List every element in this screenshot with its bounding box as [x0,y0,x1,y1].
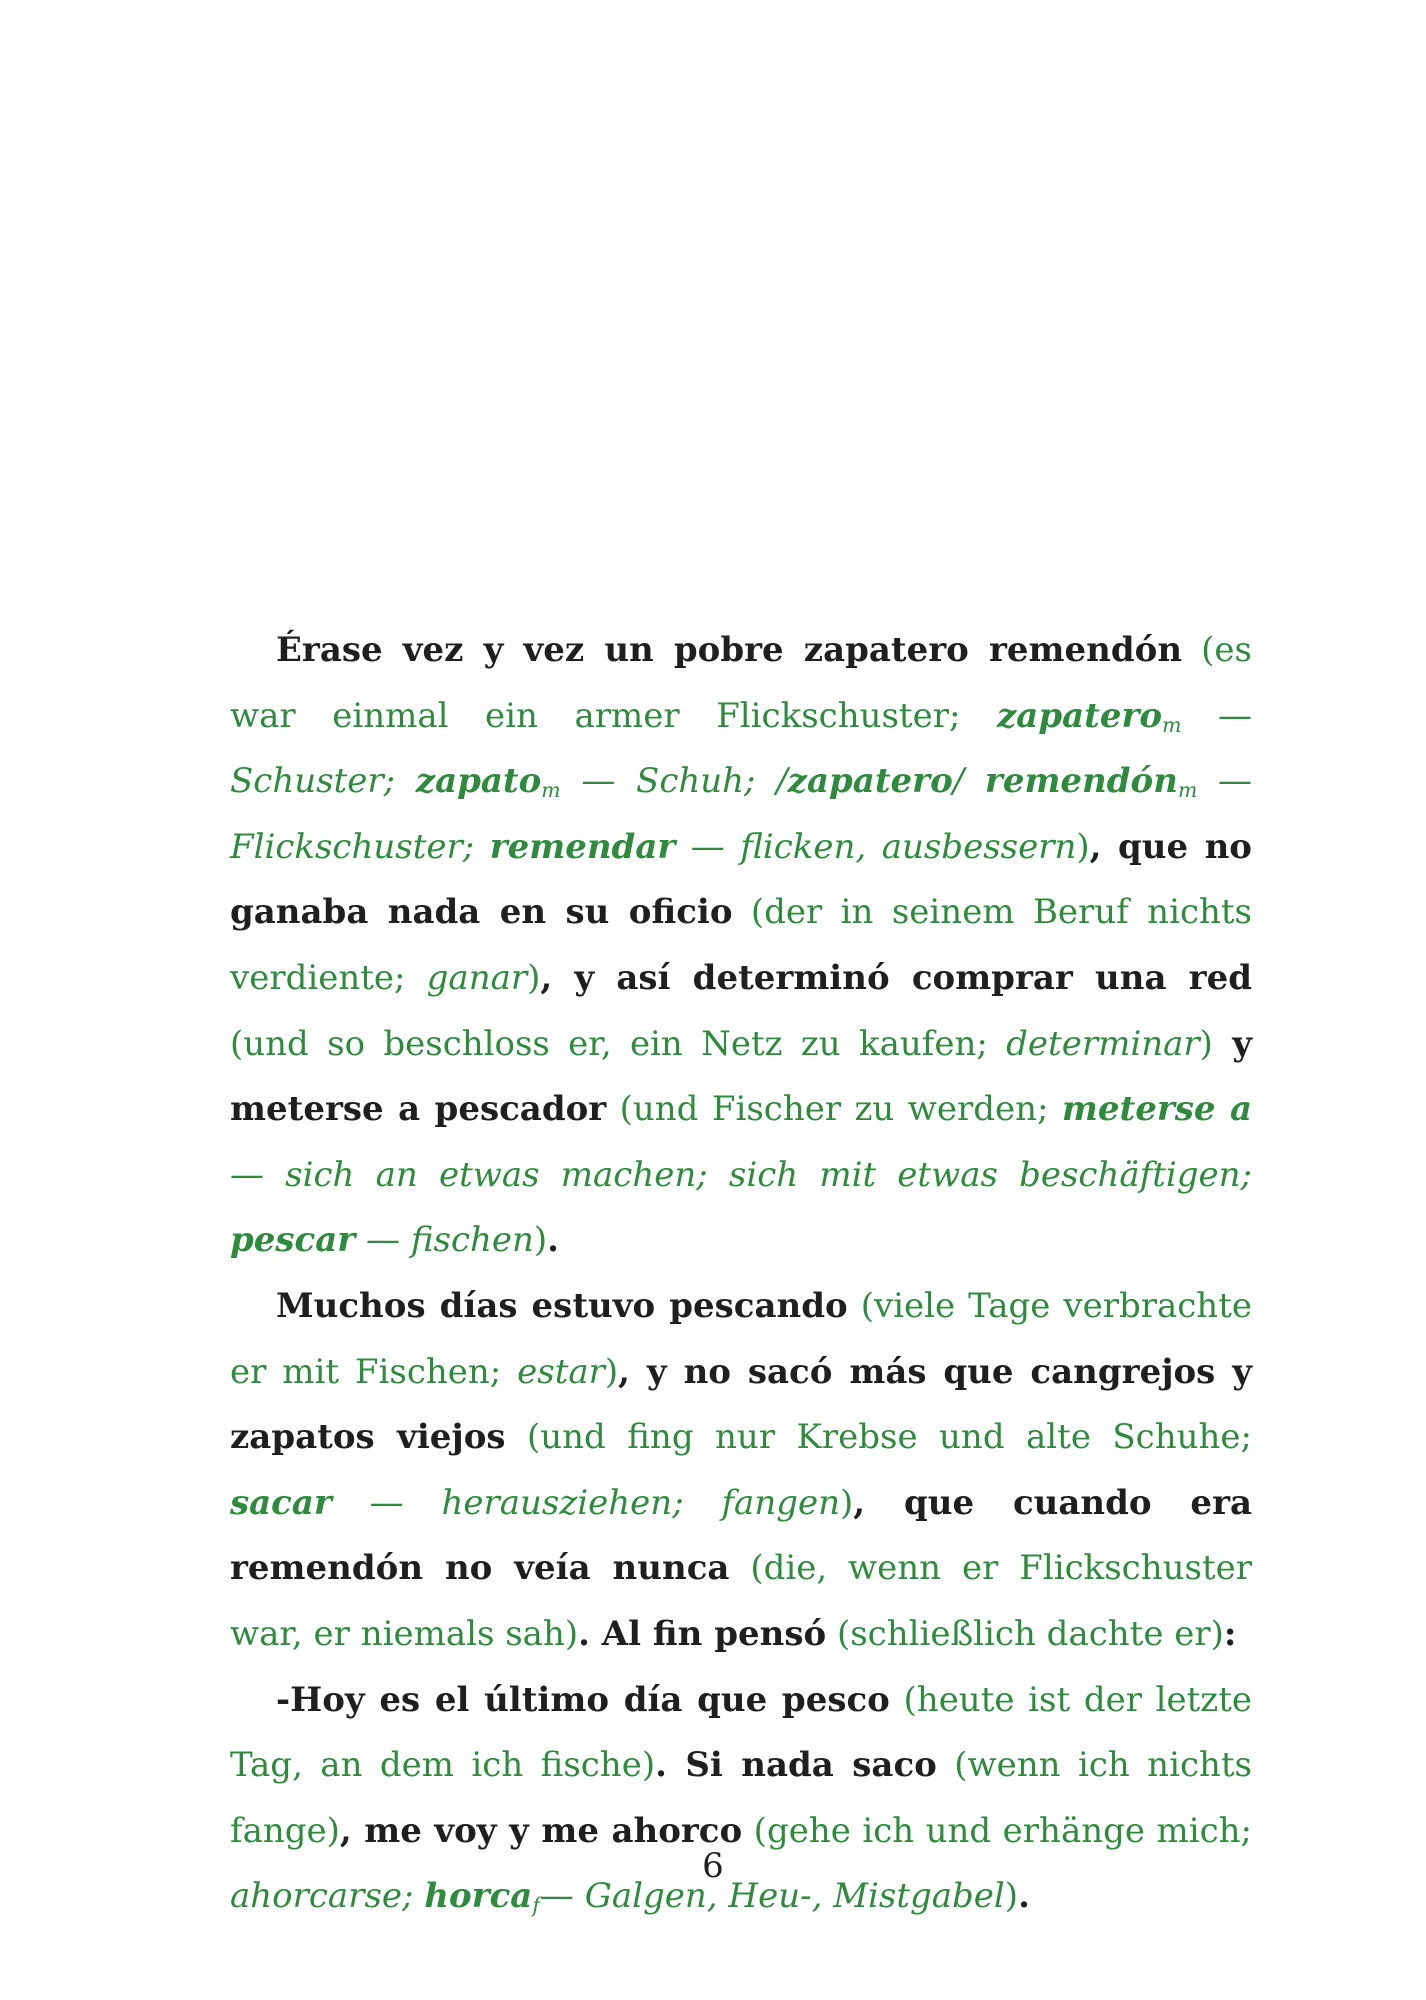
gloss-headword: ahorcarse; [230,1876,425,1917]
gloss-text: (der in seinem Beruf nichts verdiente; [230,892,1252,998]
page-number: 6 [702,1846,724,1886]
spanish-text: Muchos días estuvo pescando [276,1285,848,1326]
german-gloss: (heute ist der letzte Tag, an dem ich fische) [230,1679,1252,1786]
spanish-text: . Si nada saco [655,1745,937,1786]
spanish-text: . [547,1220,560,1261]
gloss-text: / [952,761,985,802]
gloss-text: ) [1199,1023,1213,1064]
spanish-text: Érase vez y vez un pobre zapatero remendón [276,630,1183,670]
gloss-headword: estar [517,1351,605,1392]
gloss-text: ) [533,1220,548,1261]
paragraph-2 [230,1274,1252,1668]
gloss-text: (und fing nur Krebse und alte Schuhe; [505,1417,1252,1458]
gloss-headword: meterse a [1061,1089,1252,1130]
gloss-text: ) [527,957,541,998]
gloss-definition: — Schuster; [230,695,1252,802]
spanish-text: . [1018,1876,1030,1917]
spanish-text: . Al fin pensó [578,1613,827,1654]
gloss-text: ) [1004,1876,1019,1917]
gloss-headword: zapatero [787,761,953,802]
gender-marker: m [1162,712,1182,737]
gloss-text: (und Fischer zu werden; [606,1089,1062,1130]
gloss-headword: horca [424,1876,533,1917]
spanish-text: : [1223,1613,1237,1654]
gloss-definition: — fischen [355,1220,534,1261]
gloss-definition: — herausziehen; fangen [331,1482,841,1523]
spanish-text: , y no sacó más que cangrejos y zapatos viejos [230,1351,1252,1458]
spanish-text: , que no ganaba nada en su oficio [230,826,1252,933]
paragraph-1 [230,618,1252,1274]
german-gloss: (wenn ich nichts fange) [230,1745,1252,1851]
spanish-text: y meterse a pescador [230,1023,1252,1130]
gloss-headword: pescar [230,1220,356,1261]
gender-marker: m [541,778,561,803]
german-gloss: (die, wenn er Flickschuster war, er niemals sah) [230,1548,1252,1654]
gloss-text: ) [604,1351,619,1392]
page-body [230,618,1252,1930]
spanish-text: , me voy y me ahorco [339,1810,743,1851]
spanish-text: , y así determinó comprar una red [540,957,1252,998]
gloss-text: ) [840,1482,854,1523]
gender-marker: f [532,1893,540,1918]
gloss-definition: — Schuh; / [560,761,788,802]
gloss-text: (viele Tage verbrachte er mit Fischen; [230,1285,1252,1392]
gloss-definition: — sich an etwas machen; sich mit etwas beschäftigen; [230,1154,1252,1195]
gloss-headword: remendón [984,761,1178,802]
paragraph-3 [230,1668,1252,1930]
gloss-headword: sacar [230,1482,332,1523]
spanish-text: , que cuando era remendón no veía nunca [230,1482,1253,1589]
spanish-text: -Hoy es el último día que pesco [276,1679,890,1720]
gloss-headword: remendar [489,826,676,867]
gloss-definition: — Galgen, Heu-, Mistgabel [539,1876,1005,1917]
german-gloss [230,1024,1213,1064]
gloss-text: (gehe ich und erhänge mich; [742,1810,1252,1851]
gloss-text: ) [1076,826,1090,867]
german-gloss: (schließlich dachte er) [826,1613,1224,1654]
gloss-headword: zapatero [997,695,1163,736]
gloss-text: (und so beschloss er, ein Netz zu kaufen; [230,1023,1007,1064]
gloss-headword: zapato [415,761,542,802]
gloss-headword: ganar [426,957,528,998]
gloss-headword: determinar [1006,1023,1200,1064]
gloss-definition: — flicken, ausbessern [675,826,1077,867]
gloss-definition: — Flickschuster; [230,761,1252,867]
gender-marker: m [1177,778,1198,803]
gloss-text: (es war einmal ein armer Flickschuster; [230,630,1252,736]
